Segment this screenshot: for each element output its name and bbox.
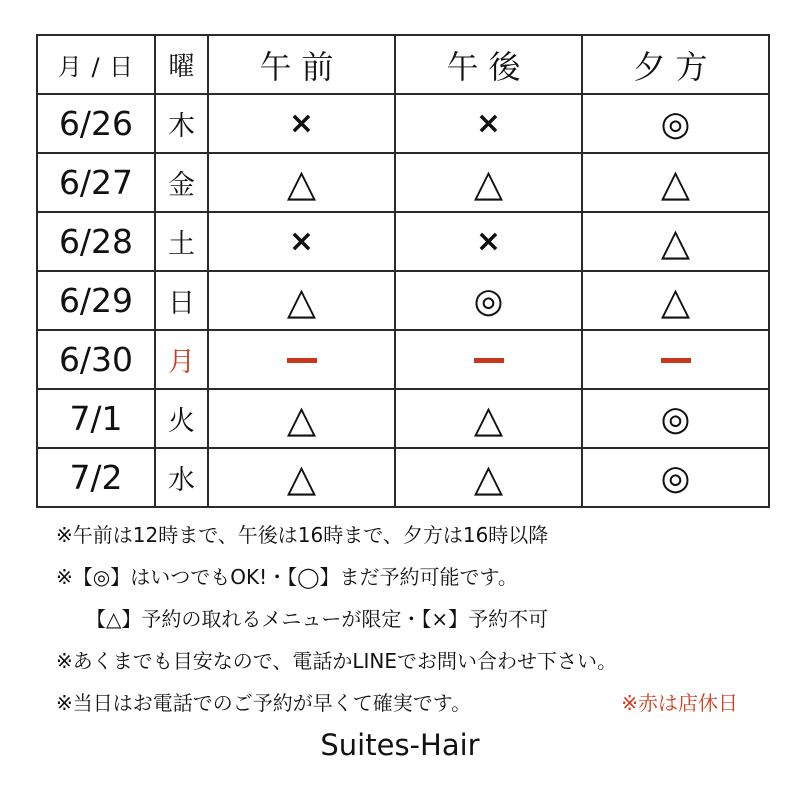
schedule-row xyxy=(37,330,769,389)
note-contact: ※あくまでも目安なので、電話かLINEでお問い合わせ下さい。 xyxy=(56,649,617,673)
cell-evening xyxy=(582,271,769,330)
cell-morning xyxy=(208,330,395,389)
cell-afternoon xyxy=(395,212,582,271)
cell-date: 6/27 xyxy=(37,153,155,212)
note-closed-day: ※赤は店休日 xyxy=(621,691,738,715)
reservation-schedule-table xyxy=(36,34,770,508)
header-date: 月 / 日 xyxy=(37,35,155,94)
note-same-day xyxy=(56,682,766,724)
cell-date: 6/26 xyxy=(37,94,155,153)
cell-evening xyxy=(582,94,769,153)
cell-afternoon xyxy=(395,448,582,507)
header-row xyxy=(37,35,769,94)
availability-mark: ◎ xyxy=(660,457,691,498)
cell-afternoon xyxy=(395,153,582,212)
closed-dash-icon xyxy=(661,358,691,363)
availability-mark: △ xyxy=(286,396,317,441)
cell-date: 6/29 xyxy=(37,271,155,330)
cell-date: 7/2 xyxy=(37,448,155,507)
cell-day-of-week: 火 xyxy=(155,389,208,448)
closed-dash-icon xyxy=(474,358,504,363)
availability-mark: × xyxy=(475,105,502,141)
cell-day-of-week: 土 xyxy=(155,212,208,271)
schedule-row xyxy=(37,212,769,271)
availability-mark: △ xyxy=(473,160,504,205)
cell-evening xyxy=(582,330,769,389)
cell-morning xyxy=(208,153,395,212)
availability-mark: ◎ xyxy=(660,398,691,439)
notes xyxy=(56,514,766,724)
cell-afternoon xyxy=(395,271,582,330)
closed-dash-icon xyxy=(287,358,317,363)
cell-afternoon xyxy=(395,330,582,389)
cell-day-of-week: 月 xyxy=(155,330,208,389)
schedule-row xyxy=(37,271,769,330)
schedule-row xyxy=(37,389,769,448)
schedule-row xyxy=(37,153,769,212)
header-morning: 午前 xyxy=(208,35,395,94)
cell-afternoon xyxy=(395,94,582,153)
cell-date: 7/1 xyxy=(37,389,155,448)
header-evening: 夕方 xyxy=(582,35,769,94)
cell-day-of-week: 金 xyxy=(155,153,208,212)
availability-mark: △ xyxy=(473,396,504,441)
note-time-definition: ※午前は12時まで、午後は16時まで、夕方は16時以降 xyxy=(56,523,549,547)
note-symbol-legend-1: ※【◎】はいつでもOK!・【◯】まだ予約可能です。 xyxy=(56,565,518,589)
cell-morning xyxy=(208,389,395,448)
cell-day-of-week: 木 xyxy=(155,94,208,153)
availability-mark: ◎ xyxy=(660,103,691,144)
schedule-body xyxy=(37,94,769,507)
schedule-row xyxy=(37,94,769,153)
availability-mark: △ xyxy=(660,278,691,323)
availability-mark: × xyxy=(288,223,315,259)
schedule-row xyxy=(37,448,769,507)
cell-morning xyxy=(208,271,395,330)
header-day-of-week: 曜 xyxy=(155,35,208,94)
cell-afternoon xyxy=(395,389,582,448)
cell-day-of-week: 日 xyxy=(155,271,208,330)
availability-mark: △ xyxy=(660,219,691,264)
cell-evening xyxy=(582,153,769,212)
availability-mark: × xyxy=(475,223,502,259)
availability-mark: × xyxy=(288,105,315,141)
availability-mark: △ xyxy=(473,455,504,500)
cell-morning xyxy=(208,212,395,271)
note-symbol-legend-2: 【△】予約の取れるメニューが限定・【×】予約不可 xyxy=(86,607,549,631)
brand-name: Suites-Hair xyxy=(320,728,480,762)
cell-day-of-week: 水 xyxy=(155,448,208,507)
availability-mark: △ xyxy=(660,160,691,205)
availability-mark: △ xyxy=(286,160,317,205)
cell-morning xyxy=(208,448,395,507)
note-same-day-text: ※当日はお電話でのご予約が早くて確実です。 xyxy=(56,691,472,715)
cell-date: 6/28 xyxy=(37,212,155,271)
cell-evening xyxy=(582,212,769,271)
availability-mark: △ xyxy=(286,455,317,500)
availability-mark: ◎ xyxy=(473,280,504,321)
availability-mark: △ xyxy=(286,278,317,323)
cell-evening xyxy=(582,389,769,448)
header-afternoon: 午後 xyxy=(395,35,582,94)
cell-date: 6/30 xyxy=(37,330,155,389)
cell-morning xyxy=(208,94,395,153)
cell-evening xyxy=(582,448,769,507)
